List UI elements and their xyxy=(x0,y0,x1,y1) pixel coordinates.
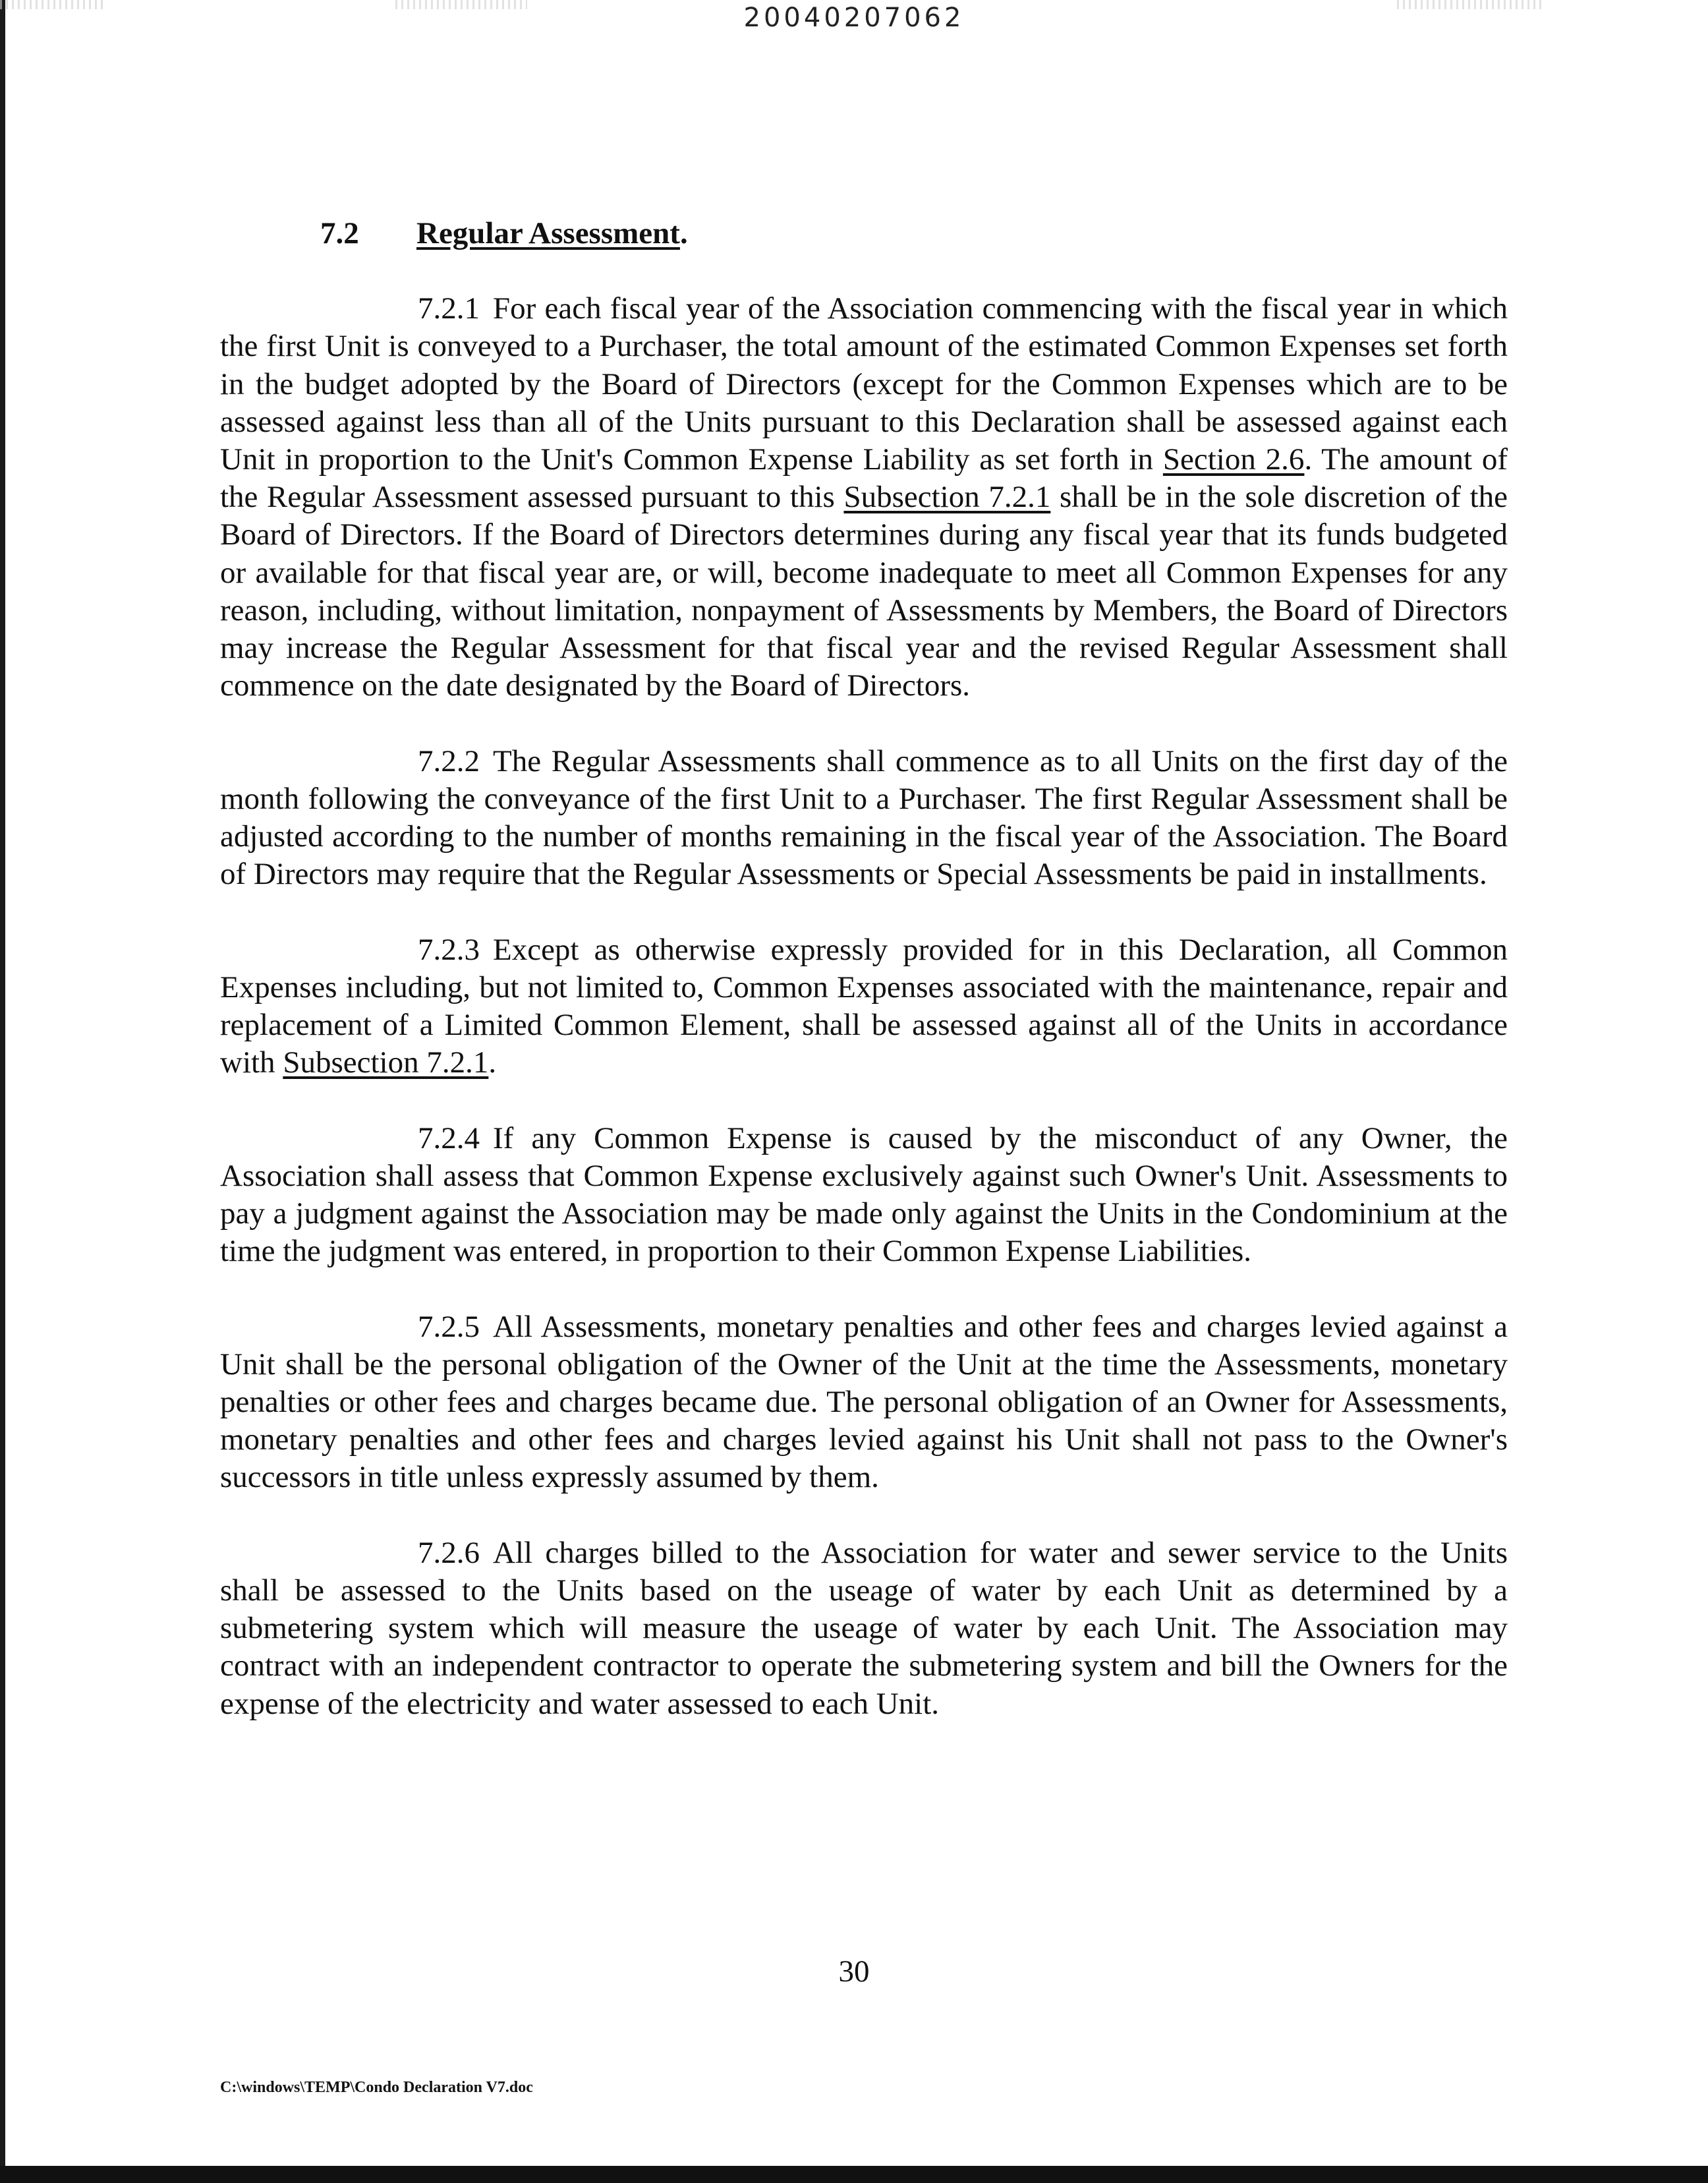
paragraph-number: 7.2.5 xyxy=(418,1309,480,1344)
section-heading xyxy=(320,215,1508,252)
paragraph-text: . The amount of the Regular Assessment assessed pursuant to this xyxy=(220,442,1508,515)
section-reference: Section 2.6 xyxy=(1162,442,1305,477)
paragraph-text: shall be in the sole discretion of the Board of Directors. If the Board of Directors determines during any fiscal year that its funds budgeted or available for that fiscal year are, or will, become inadequate to meet all Common Expenses for any reason, including, without limitation, nonpayment of Assessments by Members, the Board of Directors may increase the Regular Assessment for that fiscal year and the revised Regular Assessment shall commence on the date designated by the Board of Directors. xyxy=(220,480,1508,703)
paragraph-number: 7.2.1 xyxy=(418,291,480,326)
paragraph-7-2-6 xyxy=(220,1534,1508,1723)
subsection-reference: Subsection 7.2.1 xyxy=(843,480,1051,515)
document-number: 20040207062 xyxy=(743,3,965,33)
paragraph-text: All charges billed to the Association for water and sewer service to the Units shall be assessed to the Units based on the useage of water by each Unit as determined by a submetering system which will measure the useage of water by each Unit. The Association may contract with an independent contractor to operate the submetering system and bill the Owners for the expense of the electricity and water assessed to each Unit. xyxy=(220,1535,1508,1721)
paragraph-text: The Regular Assessments shall commence as to all Units on the first day of the month following the conveyance of the first Unit to a Purchaser. The first Regular Assessment shall be adjusted according to the number of months remaining in the fiscal year of the Association. The Board of Directors may require that the Regular Assessments or Special Assessments be paid in installments. xyxy=(220,743,1508,892)
paragraph-text: Except as otherwise expressly provided for in this Declaration, all Common Expenses including, but not limited to, Common Expenses associated with the maintenance, repair and replacement of a Limited Common Element, shall be assessed against all of the Units in accordance with xyxy=(220,932,1508,1080)
subsection-reference: Subsection 7.2.1 xyxy=(283,1045,489,1080)
document-body xyxy=(220,215,1508,1761)
paragraph-number: 7.2.3 xyxy=(418,932,480,967)
paragraph-7-2-4 xyxy=(220,1120,1508,1271)
file-path: C:\windows\TEMP\Condo Declaration V7.doc xyxy=(220,2079,533,2096)
paragraph-text: If any Common Expense is caused by the misconduct of any Owner, the Association shall assess that Common Expense exclusively against such Owner's Unit. Assessments to pay a judgment against the Association may be made only against the Units in the Condominium at the time the judgment was entered, in proportion to their Common Expense Liabilities. xyxy=(220,1121,1508,1269)
section-title-suffix: . xyxy=(679,216,688,250)
paragraph-7-2-5 xyxy=(220,1308,1508,1497)
paragraph-text: . xyxy=(488,1045,497,1080)
paragraph-7-2-2 xyxy=(220,743,1508,894)
scan-edge-bottom xyxy=(0,2166,1708,2183)
scan-edge-left xyxy=(0,0,5,2183)
section-number: 7.2 xyxy=(320,216,359,250)
page-number: 30 xyxy=(838,1954,870,1989)
paragraph-number: 7.2.6 xyxy=(418,1535,480,1570)
paragraph-7-2-1 xyxy=(220,290,1508,705)
paragraph-text: For each fiscal year of the Association commencing with the fiscal year in which the first Unit is conveyed to a Purchaser, the total amount of the estimated Common Expenses set forth in the budget adopted by the Board of Directors (except for the Common Expenses which are to be assessed against less than all of the Units pursuant to this Declaration shall be assessed against each Unit in proportion to the Unit's Common Expense Liability as set forth in xyxy=(220,291,1508,477)
paragraph-7-2-3 xyxy=(220,931,1508,1082)
paragraph-text: All Assessments, monetary penalties and other fees and charges levied against a Unit shall be the personal obligation of the Owner of the Unit at the time the Assessments, monetary penalties or other fees and charges became due. The personal obligation of an Owner for Assessments, monetary penalties and other fees and charges levied against his Unit shall not pass to the Owner's successors in title unless expressly assumed by them. xyxy=(220,1309,1508,1495)
paragraph-number: 7.2.2 xyxy=(418,743,480,778)
section-title: Regular Assessment xyxy=(416,216,680,250)
paragraph-number: 7.2.4 xyxy=(418,1121,480,1155)
